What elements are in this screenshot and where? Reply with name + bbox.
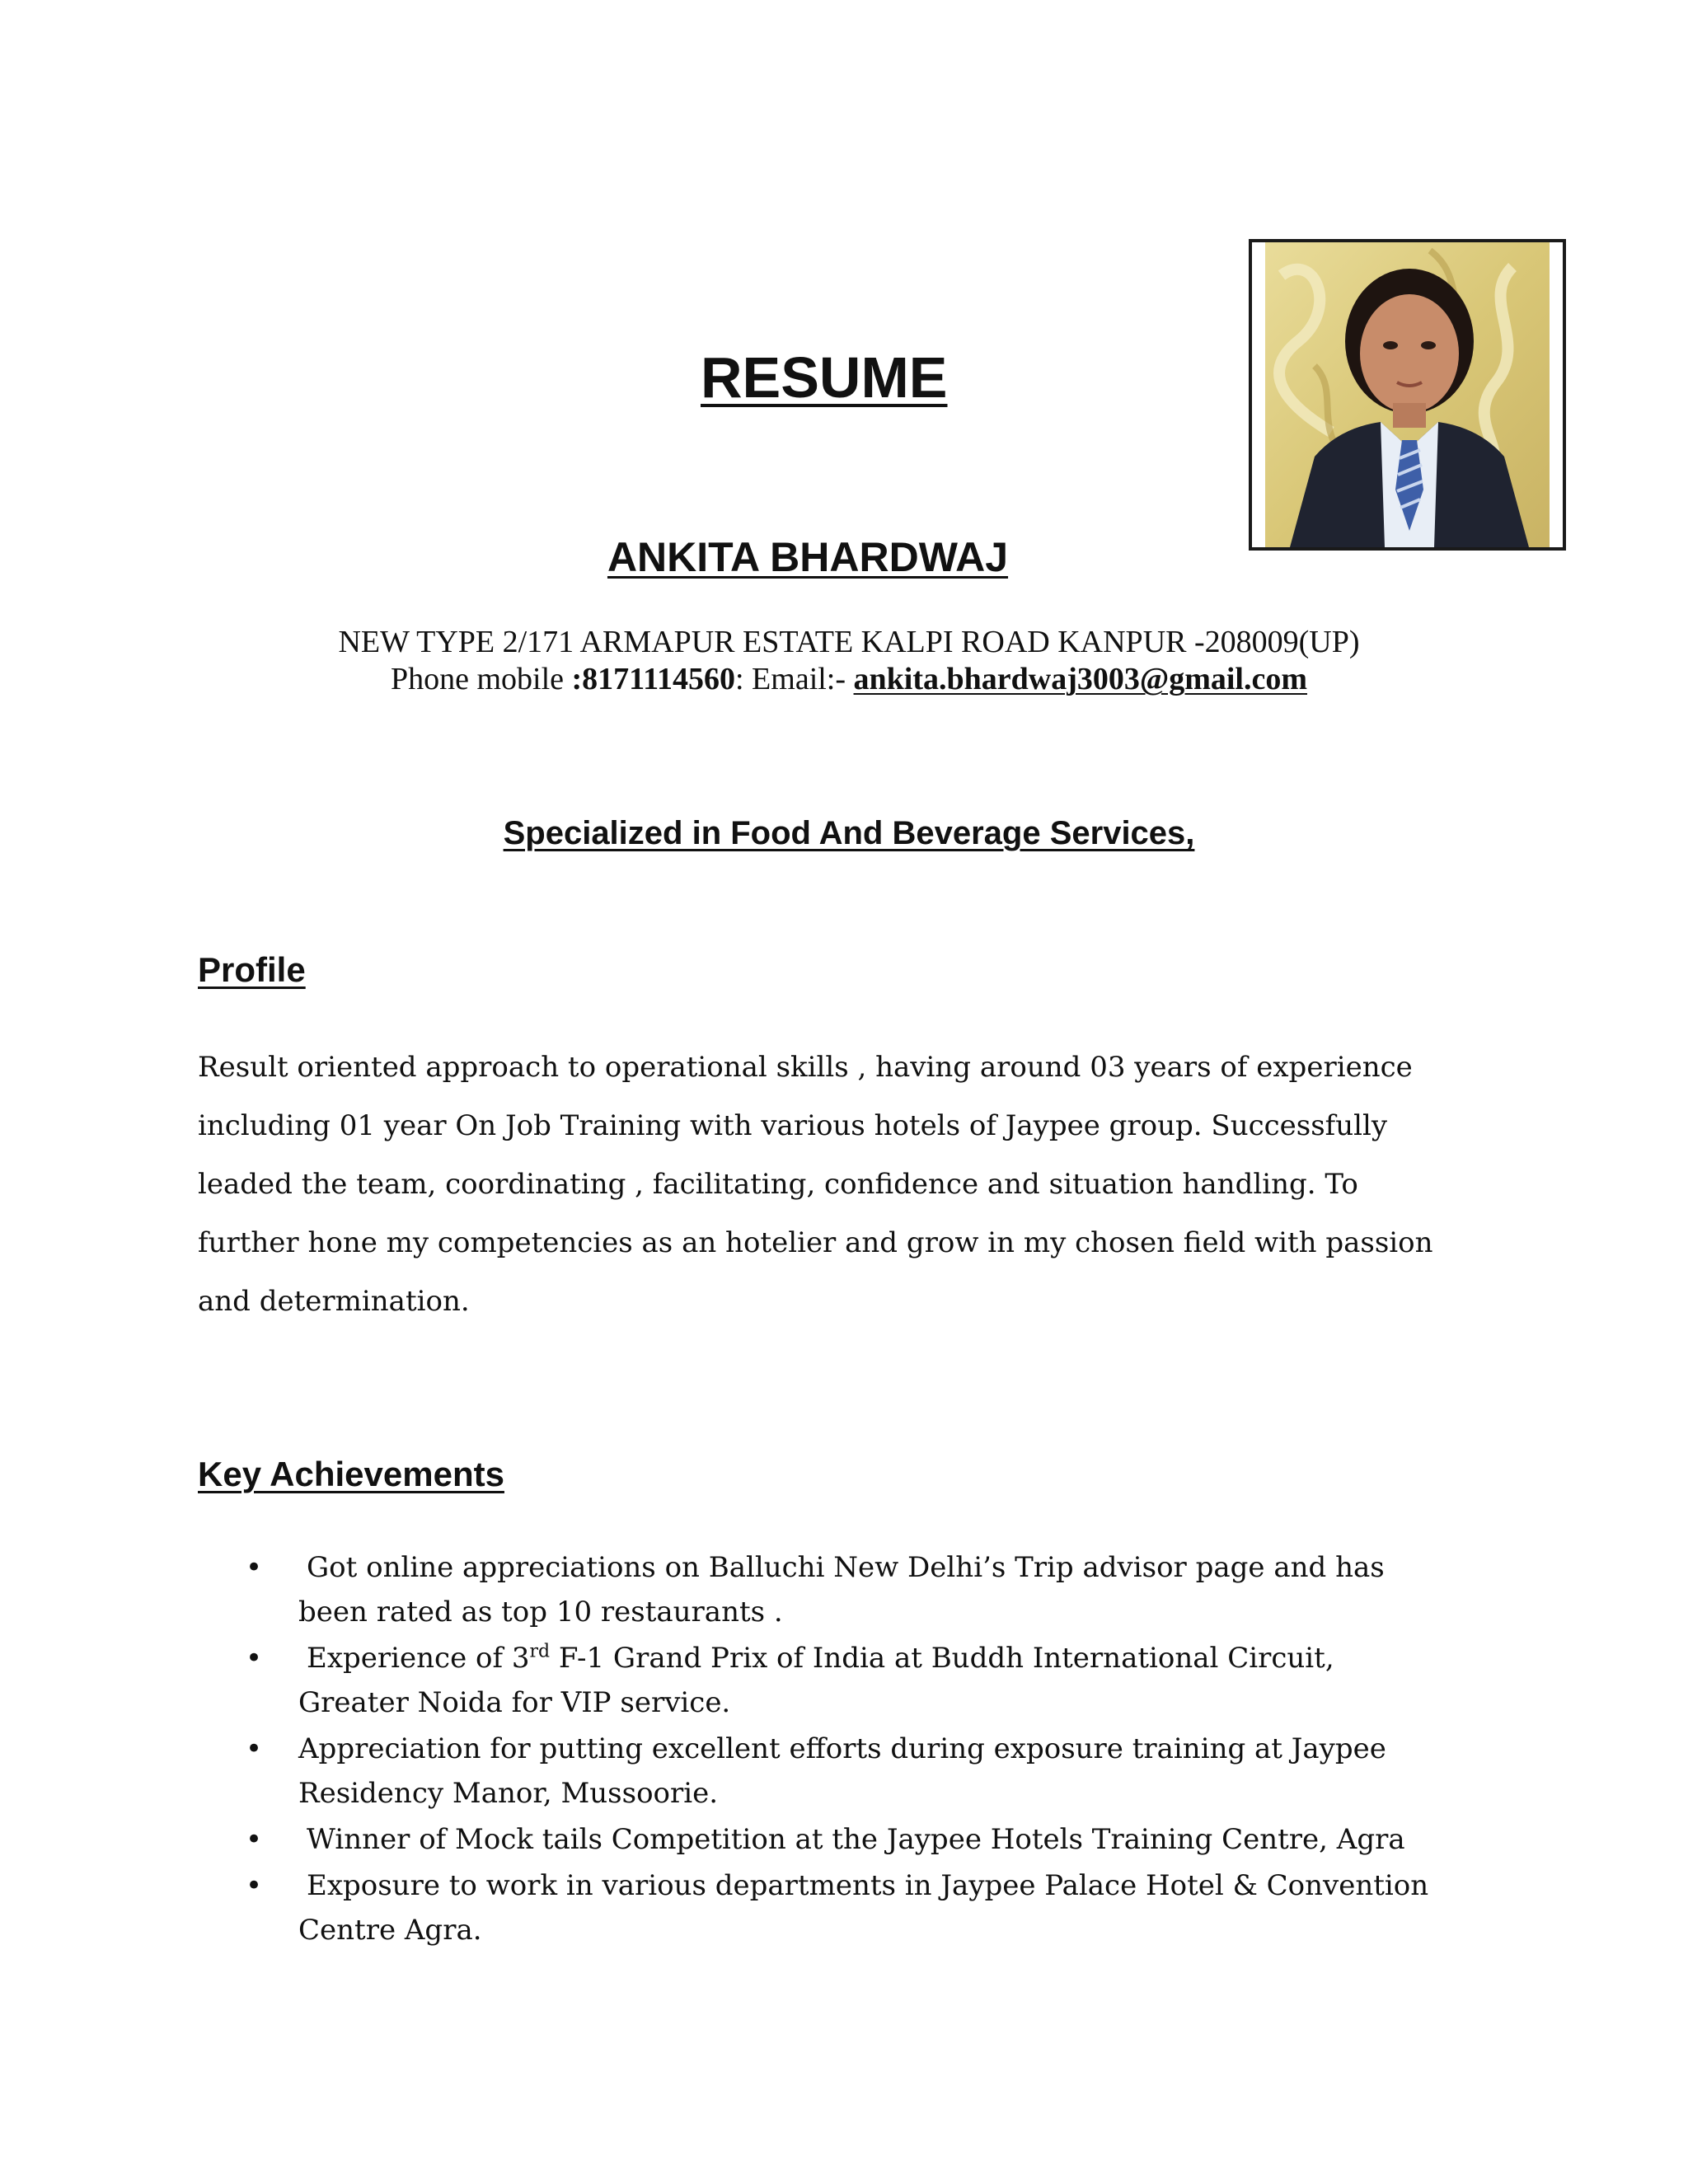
achievements-heading: Key Achievements <box>198 1455 504 1493</box>
bullet-icon: • <box>246 1869 263 1902</box>
address: NEW TYPE 2/171 ARMAPUR ESTATE KALPI ROAD KANPUR -208009(UP) <box>338 625 1360 659</box>
achievement-text: Residency Manor, Mussoorie. <box>298 1777 719 1810</box>
bullet-icon: • <box>246 1642 263 1675</box>
profile-line: further hone my competencies as an hotelier and grow in my chosen field with passion <box>198 1226 1433 1259</box>
bullet-icon: • <box>246 1732 263 1765</box>
profile-photo <box>1249 239 1566 551</box>
list-item <box>198 1727 1451 1816</box>
profile-heading: Profile <box>198 950 306 989</box>
achievement-text: Centre Agra. <box>298 1914 482 1947</box>
specialization: Specialized in Food And Beverage Services, <box>503 815 1195 851</box>
list-item <box>198 1545 1451 1634</box>
profile-line: and determination. <box>198 1285 470 1318</box>
bullet-icon: • <box>246 1823 263 1856</box>
achievement-text <box>298 1636 1451 1680</box>
email-label: : Email:- <box>735 662 846 696</box>
achievement-text: Appreciation for putting excellent efforts during exposure training at Jaypee <box>298 1732 1386 1765</box>
portrait-photo-icon <box>1265 242 1550 547</box>
bullet-icon: • <box>246 1551 263 1584</box>
profile-line: leaded the team, coordinating , facilitating, confidence and situation handling. To <box>198 1168 1358 1201</box>
candidate-name: ANKITA BHARDWAJ <box>607 534 1009 580</box>
achievement-text: been rated as top 10 restaurants . <box>298 1596 783 1629</box>
achievement-text: Winner of Mock tails Competition at the Jaypee Hotels Training Centre, Agra <box>307 1823 1405 1856</box>
achievement-text: Greater Noida for VIP service. <box>298 1686 731 1719</box>
list-item <box>198 1817 1451 1862</box>
profile-line: including 01 year On Job Training with various hotels of Jaypee group. Successfully <box>198 1109 1388 1142</box>
contact-line <box>198 659 1500 699</box>
list-item <box>198 1636 1451 1725</box>
superscript: rd <box>529 1641 551 1662</box>
email-link[interactable]: ankita.bhardwaj3003@gmail.com <box>853 662 1308 696</box>
achievements-list <box>198 1545 1451 1954</box>
list-item <box>198 1863 1451 1952</box>
achievement-text-part: Experience of 3 <box>307 1642 530 1675</box>
profile-paragraph <box>198 1038 1434 1331</box>
achievement-text-part: F-1 Grand Prix of India at Buddh International Circuit, <box>550 1642 1334 1675</box>
phone-number: :8171114560 <box>571 662 735 696</box>
profile-line: Result oriented approach to operational skills , having around 03 years of experience <box>198 1051 1413 1084</box>
resume-title: RESUME <box>701 345 948 410</box>
achievement-text: Exposure to work in various departments in Jaypee Palace Hotel & Convention <box>307 1869 1429 1902</box>
achievement-text: Got online appreciations on Balluchi New Delhi’s Trip advisor page and has <box>307 1551 1385 1584</box>
phone-label: Phone mobile <box>390 662 565 696</box>
